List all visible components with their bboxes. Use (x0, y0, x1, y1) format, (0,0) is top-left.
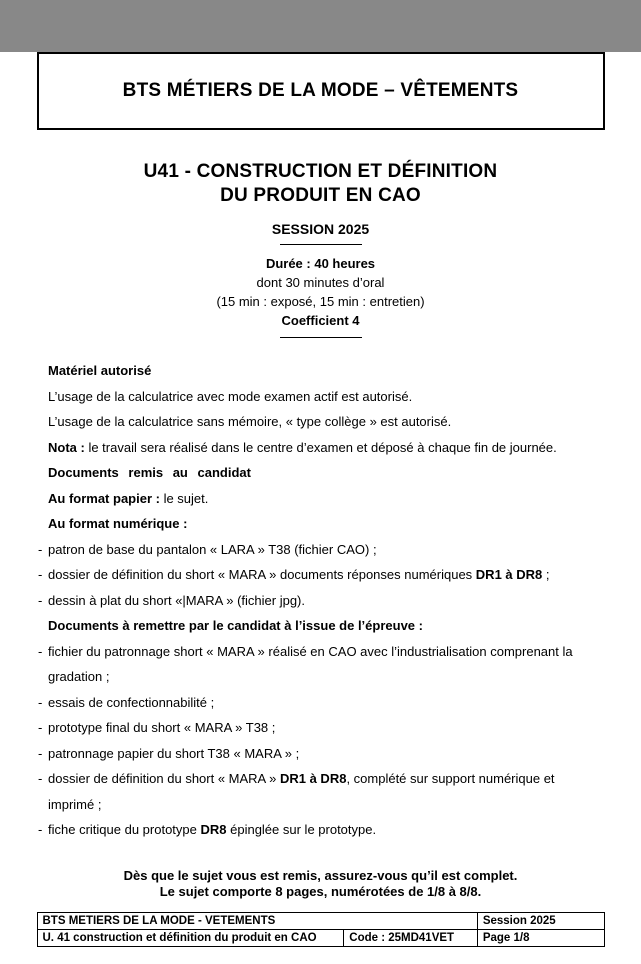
bullet-dash: - (38, 567, 43, 582)
list-item-text: patronnage papier du short T38 « MARA » ; (48, 745, 300, 761)
footer-unit-title: U. 41 construction et définition du produit en CAO (37, 929, 344, 946)
list-item-text: dossier de définition du short « MARA » DR1 à DR8, complété sur support numérique et imprimé ; (48, 771, 559, 812)
footer-row2 (37, 929, 604, 946)
format-papier-line (38, 486, 597, 512)
list-item (38, 639, 597, 690)
format-papier-label: Au format papier : (48, 490, 160, 506)
list-item-text: prototype final du short « MARA » T38 ; (48, 720, 276, 735)
bullet-dash: - (38, 592, 43, 608)
exam-cover-page (0, 52, 641, 964)
exam-title-line1: U41 - CONSTRUCTION ET DÉFINITION (143, 161, 498, 182)
footer-page-number: Page 1/8 (477, 929, 604, 946)
list-item-text: fiche critique du prototype DR8 épinglée sur le prototype. (48, 822, 377, 837)
docs-remis-heading: Documents remis au candidat (48, 465, 251, 480)
exam-title-line2: DU PRODUIT EN CAO (220, 185, 421, 206)
divider-rule (280, 337, 362, 338)
list-item (38, 766, 597, 817)
bullet-dash: - (38, 720, 43, 735)
list-item-text: essais de confectionnabilité ; (48, 694, 215, 710)
list-item (38, 690, 597, 716)
header-banner-text: BTS MÉTIERS DE LA MODE – VÊTEMENTS (122, 80, 519, 101)
coefficient-line: Coefficient 4 (281, 313, 360, 328)
duration-detail-line2: (15 min : exposé, 15 min : entretien) (216, 294, 425, 309)
list-item (38, 588, 597, 614)
nota-text: le travail sera réalisé dans le centre d’examen et déposé à chaque fin de journée. (84, 439, 557, 455)
footer-table (37, 912, 605, 947)
duration-line: Durée : 40 heures (265, 256, 376, 271)
notice-line2: Le sujet comporte 8 pages, numérotées de 1/8 à 8/8. (159, 884, 482, 899)
bullet-dash: - (38, 694, 43, 710)
format-papier-text: le sujet. (159, 490, 209, 506)
materiel-heading: Matériel autorisé (48, 363, 152, 378)
format-numerique-heading: Au format numérique : (48, 516, 188, 531)
bullet-dash: - (38, 822, 43, 837)
list-item-text: dossier de définition du short « MARA » documents réponses numériques DR1 à DR8 ; (48, 567, 550, 582)
footer-row1 (37, 912, 604, 929)
nota-label: Nota : (48, 439, 85, 455)
calc-line2: L’usage de la calculatrice sans mémoire, « type collège » est autorisé. (48, 414, 452, 429)
list-item (38, 715, 597, 741)
list-item-text: dessin à plat du short «|MARA » (fichier jpg). (48, 592, 305, 608)
duration-detail-line1: dont 30 minutes d’oral (256, 275, 385, 290)
footer-session: Session 2025 (477, 912, 604, 929)
header-banner-box (37, 52, 605, 130)
list-item (38, 537, 597, 563)
bullet-dash: - (38, 541, 43, 557)
nota-line (38, 435, 597, 461)
list-item-text: fichier du patronnage short « MARA » réalisé en CAO avec l’industrialisation comprenant la gradation ; (48, 643, 577, 684)
calc-line1: L’usage de la calculatrice avec mode examen actif est autorisé. (48, 388, 413, 404)
footer-code: Code : 25MD41VET (344, 929, 478, 946)
notice-line1: Dès que le sujet vous est remis, assurez-vous qu’il est complet. (123, 867, 518, 883)
bullet-dash: - (38, 771, 43, 786)
exam-info-block (0, 254, 641, 330)
footer-exam-title: BTS METIERS DE LA MODE - VETEMENTS (37, 912, 477, 929)
divider-rule (280, 244, 362, 245)
session-label: SESSION 2025 (271, 221, 370, 237)
exam-title (0, 160, 641, 208)
list-item (38, 817, 597, 843)
bullet-dash: - (38, 643, 43, 659)
completeness-notice (0, 868, 641, 901)
list-item (38, 741, 597, 767)
list-item-text: patron de base du pantalon « LARA » T38 (fichier CAO) ; (48, 541, 377, 557)
list-item (38, 562, 597, 588)
docs-remettre-heading: Documents à remettre par le candidat à l’issue de l’épreuve : (48, 618, 423, 633)
body-text (38, 358, 597, 843)
bullet-dash: - (38, 745, 43, 761)
